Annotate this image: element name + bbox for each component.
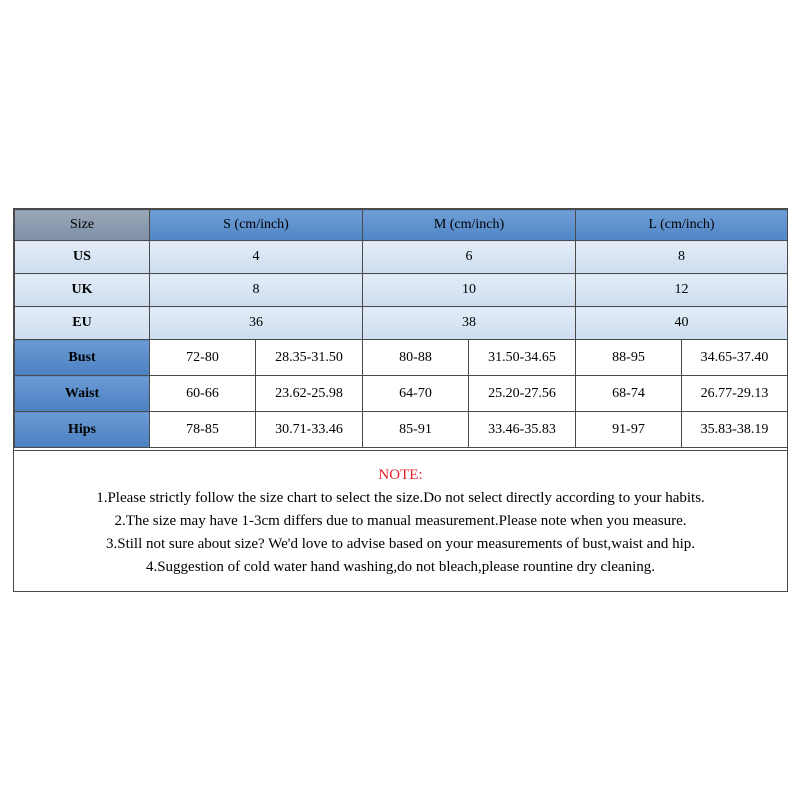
table-cell: 8 [150,274,363,307]
table-cell: 36 [150,307,363,340]
table-cell: 64-70 [363,376,469,412]
table-row-us [15,241,788,274]
size-header-cell: Size [15,210,150,241]
table-cell: 30.71-33.46 [256,412,363,448]
row-label: US [15,241,150,274]
note-section [14,450,787,591]
table-header-row [15,210,788,241]
size-chart [13,208,788,592]
table-cell: 88-95 [576,340,682,376]
table-cell: 26.77-29.13 [682,376,788,412]
table-cell: 72-80 [150,340,256,376]
table-cell: 91-97 [576,412,682,448]
table-cell: 35.83-38.19 [682,412,788,448]
table-row-waist [15,376,788,412]
table-row-uk [15,274,788,307]
table-cell: 25.20-27.56 [469,376,576,412]
row-label: Hips [15,412,150,448]
table-cell: 31.50-34.65 [469,340,576,376]
table-cell: 85-91 [363,412,469,448]
row-label: UK [15,274,150,307]
table-cell: 40 [576,307,788,340]
row-label: Bust [15,340,150,376]
note-line-4: 4.Suggestion of cold water hand washing,do not bleach,please rountine dry cleaning. [145,559,656,575]
size-l-header: L (cm/inch) [576,210,788,241]
table-row-bust [15,340,788,376]
table-cell: 28.35-31.50 [256,340,363,376]
table-cell: 60-66 [150,376,256,412]
size-table [14,209,788,448]
table-cell: 6 [363,241,576,274]
row-label: EU [15,307,150,340]
table-cell: 34.65-37.40 [682,340,788,376]
table-cell: 4 [150,241,363,274]
note-line-2: 2.The size may have 1-3cm differs due to manual measurement.Please note when you measure. [114,513,687,529]
table-cell: 38 [363,307,576,340]
note-line-3: 3.Still not sure about size? We'd love to advise based on your measurements of bust,waist and hip. [105,536,696,552]
note-line-1: 1.Please strictly follow the size chart to select the size.Do not select directly according to your habits. [96,490,705,506]
table-row-hips [15,412,788,448]
size-s-header: S (cm/inch) [150,210,363,241]
table-cell: 12 [576,274,788,307]
table-row-eu [15,307,788,340]
table-cell: 68-74 [576,376,682,412]
size-m-header: M (cm/inch) [363,210,576,241]
table-cell: 78-85 [150,412,256,448]
row-label: Waist [15,376,150,412]
note-title: NOTE: [378,467,423,483]
table-cell: 23.62-25.98 [256,376,363,412]
table-cell: 8 [576,241,788,274]
table-cell: 10 [363,274,576,307]
table-cell: 80-88 [363,340,469,376]
table-cell: 33.46-35.83 [469,412,576,448]
